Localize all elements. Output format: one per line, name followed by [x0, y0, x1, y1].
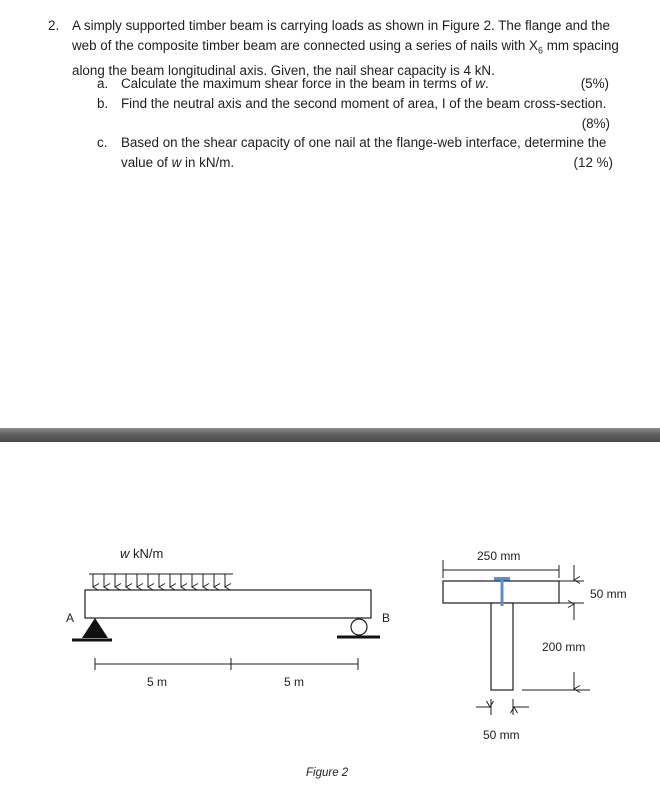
t-cross-section [443, 549, 627, 742]
spacing-subscript: 6 [537, 45, 543, 56]
load-label: w kN/m [120, 546, 164, 561]
part-c-label: c. [97, 135, 108, 150]
support-b-label: B [382, 611, 391, 625]
support-a-pin [72, 618, 112, 640]
web-height-label: 200 mm [542, 640, 586, 654]
part-a-label: a. [97, 76, 109, 91]
part-a-body: Calculate the maximum shear force in the beam in terms of [121, 76, 476, 91]
flange-width-label: 250 mm [477, 549, 521, 563]
beam-elevation [66, 546, 390, 779]
figure-caption: Figure 2 [306, 767, 349, 779]
part-b-text: Find the neutral axis and the second moment of area, I of the beam cross-section. [121, 96, 607, 111]
intro-line-3: along the beam longitudinal axis. Given, the nail shear capacity is 4 kN. [72, 62, 495, 78]
span-dimension [95, 658, 358, 670]
question-number: 2. [48, 18, 60, 33]
part-c-var: w [171, 154, 182, 170]
part-a-mark: (5%) [580, 76, 609, 91]
nail-head [494, 577, 510, 581]
part-c-line-1: Based on the shear capacity of one nail at the flange-web interface, determine the [121, 135, 607, 150]
part-a-end: . [484, 76, 489, 91]
intro-line-2-end: mm spacing [542, 37, 619, 53]
support-b-roller [337, 619, 380, 637]
roller-circle [351, 619, 367, 635]
pin-triangle [82, 618, 108, 638]
part-c-mark: (12 %) [573, 155, 613, 170]
web-width-label: 50 mm [483, 728, 520, 742]
part-a-var: w [475, 76, 485, 91]
intro-line-1: A simply supported timber beam is carrying loads as shown in Figure 2. The flange and the [72, 18, 610, 33]
span-2-label: 5 m [284, 675, 305, 689]
flange-thickness-label: 50 mm [590, 587, 627, 601]
span-1-label: 5 m [147, 675, 168, 689]
part-c-line-2-post: in kN/m. [181, 154, 235, 170]
beam [85, 590, 371, 618]
part-b-label: b. [97, 96, 109, 111]
support-a-label: A [66, 611, 75, 625]
udl-arrow-set [93, 574, 225, 587]
udl-arrows [89, 574, 233, 587]
intro-line-2-text: web of the composite timber beam are connected using a series of nails with X [72, 37, 538, 53]
nail-shank [501, 580, 504, 606]
web [491, 603, 513, 690]
part-b-mark: (8%) [581, 116, 610, 131]
part-c-line-2-pre: value of [121, 154, 172, 170]
